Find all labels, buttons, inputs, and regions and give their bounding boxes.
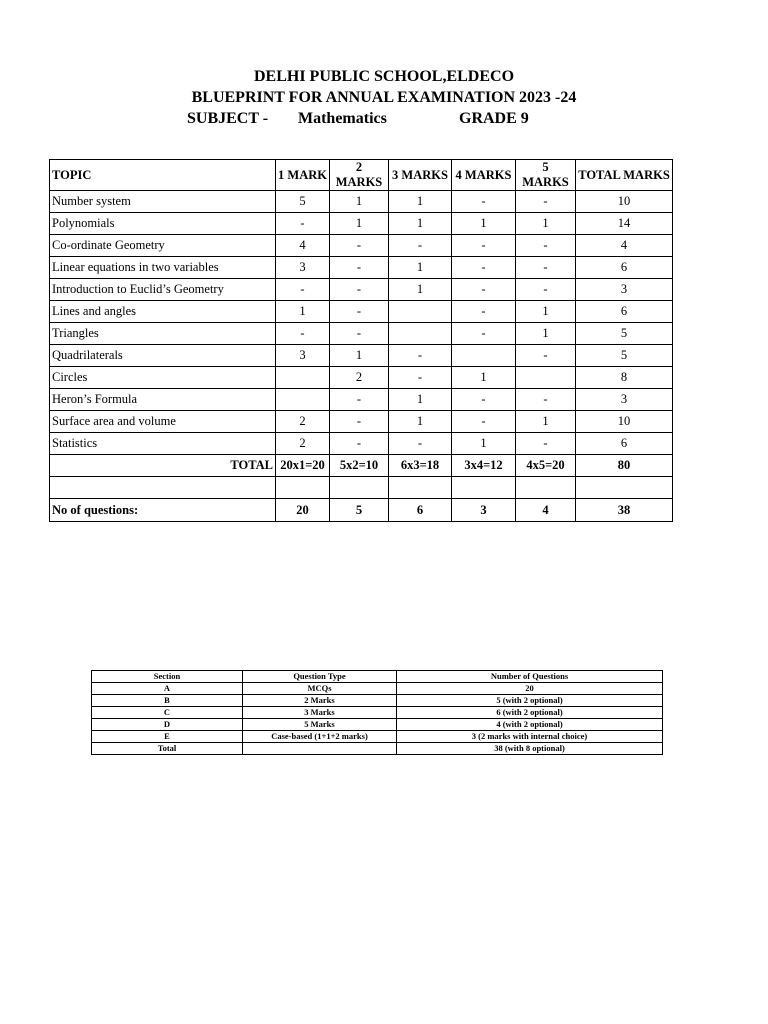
section-cell: B bbox=[92, 695, 243, 707]
topic-cell: Triangles bbox=[50, 323, 276, 345]
col-5-marks: 5 MARKS bbox=[516, 160, 576, 191]
col-1-mark: 1 MARK bbox=[276, 160, 330, 191]
marks-cell: - bbox=[276, 213, 330, 235]
marks-cell bbox=[276, 367, 330, 389]
section-row bbox=[92, 683, 663, 695]
subject-grade-line bbox=[0, 108, 768, 129]
questions-cell: 4 bbox=[516, 499, 576, 522]
col-question-type: Question Type bbox=[243, 671, 397, 683]
marks-cell: - bbox=[330, 279, 389, 301]
topic-cell: Circles bbox=[50, 367, 276, 389]
grade-label: GRADE 9 bbox=[459, 110, 529, 127]
section-row bbox=[92, 731, 663, 743]
questions-row bbox=[50, 499, 673, 522]
col-2-marks: 2 MARKS bbox=[330, 160, 389, 191]
blueprint-header-row bbox=[50, 160, 673, 191]
col-section: Section bbox=[92, 671, 243, 683]
marks-cell: 1 bbox=[516, 411, 576, 433]
marks-cell bbox=[389, 323, 452, 345]
marks-cell: 3 bbox=[576, 389, 673, 411]
total-row bbox=[50, 455, 673, 477]
questions-cell: 6 bbox=[389, 499, 452, 522]
question-type-cell: Case-based (1+1+2 marks) bbox=[243, 731, 397, 743]
topic-cell: Polynomials bbox=[50, 213, 276, 235]
questions-cell: 5 bbox=[330, 499, 389, 522]
marks-cell: - bbox=[389, 345, 452, 367]
marks-cell: - bbox=[516, 433, 576, 455]
marks-cell: - bbox=[389, 235, 452, 257]
marks-cell: 1 bbox=[389, 191, 452, 213]
question-count-cell: 4 (with 2 optional) bbox=[397, 719, 663, 731]
marks-cell: 1 bbox=[452, 213, 516, 235]
marks-cell: 1 bbox=[389, 257, 452, 279]
question-type-cell: 5 Marks bbox=[243, 719, 397, 731]
question-type-cell bbox=[243, 743, 397, 755]
table-row bbox=[50, 301, 673, 323]
table-row bbox=[50, 235, 673, 257]
table-row bbox=[50, 323, 673, 345]
marks-cell bbox=[452, 345, 516, 367]
subject-label: SUBJECT - bbox=[187, 110, 269, 127]
marks-cell: - bbox=[330, 389, 389, 411]
topic-cell: Co-ordinate Geometry bbox=[50, 235, 276, 257]
table-row bbox=[50, 213, 673, 235]
marks-cell: 2 bbox=[276, 433, 330, 455]
total-cell: 3x4=12 bbox=[452, 455, 516, 477]
table-row bbox=[50, 191, 673, 213]
question-count-cell: 38 (with 8 optional) bbox=[397, 743, 663, 755]
marks-cell: - bbox=[389, 367, 452, 389]
col-total-marks: TOTAL MARKS bbox=[576, 160, 673, 191]
topic-cell: Heron’s Formula bbox=[50, 389, 276, 411]
marks-cell: - bbox=[389, 433, 452, 455]
marks-cell: - bbox=[330, 411, 389, 433]
topic-cell: Quadrilaterals bbox=[50, 345, 276, 367]
marks-cell: - bbox=[276, 323, 330, 345]
blank-cell bbox=[50, 477, 276, 499]
blank-cell bbox=[330, 477, 389, 499]
marks-cell: - bbox=[516, 345, 576, 367]
marks-cell: 2 bbox=[276, 411, 330, 433]
total-label: TOTAL bbox=[50, 455, 276, 477]
marks-cell: 4 bbox=[576, 235, 673, 257]
marks-cell: - bbox=[516, 191, 576, 213]
blank-cell bbox=[576, 477, 673, 499]
topic-cell: Linear equations in two variables bbox=[50, 257, 276, 279]
total-cell: 6x3=18 bbox=[389, 455, 452, 477]
marks-cell: - bbox=[516, 279, 576, 301]
total-cell: 20x1=20 bbox=[276, 455, 330, 477]
blank-cell bbox=[452, 477, 516, 499]
school-name: DELHI PUBLIC SCHOOL,ELDECO bbox=[253, 68, 515, 85]
total-cell: 4x5=20 bbox=[516, 455, 576, 477]
marks-cell: 6 bbox=[576, 257, 673, 279]
topic-cell: Number system bbox=[50, 191, 276, 213]
marks-cell: 6 bbox=[576, 301, 673, 323]
marks-cell: - bbox=[330, 433, 389, 455]
col-topic: TOPIC bbox=[50, 160, 276, 191]
question-count-cell: 5 (with 2 optional) bbox=[397, 695, 663, 707]
section-row bbox=[92, 719, 663, 731]
question-count-cell: 3 (2 marks with internal choice) bbox=[397, 731, 663, 743]
table-row bbox=[50, 257, 673, 279]
marks-cell: 14 bbox=[576, 213, 673, 235]
question-type-cell: 2 Marks bbox=[243, 695, 397, 707]
marks-cell: 1 bbox=[516, 301, 576, 323]
marks-cell: 1 bbox=[516, 213, 576, 235]
section-row bbox=[92, 707, 663, 719]
section-header-row bbox=[92, 671, 663, 683]
marks-cell: - bbox=[452, 191, 516, 213]
marks-cell: 1 bbox=[389, 213, 452, 235]
marks-cell: 1 bbox=[452, 433, 516, 455]
marks-cell: 1 bbox=[330, 191, 389, 213]
section-table bbox=[91, 670, 663, 755]
blank-cell bbox=[389, 477, 452, 499]
questions-cell: 3 bbox=[452, 499, 516, 522]
marks-cell: 8 bbox=[576, 367, 673, 389]
marks-cell: 1 bbox=[389, 279, 452, 301]
marks-cell: 10 bbox=[576, 411, 673, 433]
question-type-cell: MCQs bbox=[243, 683, 397, 695]
table-row bbox=[50, 345, 673, 367]
marks-cell: - bbox=[276, 279, 330, 301]
marks-cell: 10 bbox=[576, 191, 673, 213]
col-4-marks: 4 MARKS bbox=[452, 160, 516, 191]
marks-cell: 5 bbox=[576, 345, 673, 367]
marks-cell: - bbox=[452, 411, 516, 433]
blank-row bbox=[50, 477, 673, 499]
marks-cell: 3 bbox=[276, 345, 330, 367]
marks-cell: - bbox=[516, 235, 576, 257]
marks-cell: 1 bbox=[276, 301, 330, 323]
marks-cell: 2 bbox=[330, 367, 389, 389]
topic-cell: Lines and angles bbox=[50, 301, 276, 323]
marks-cell: - bbox=[452, 389, 516, 411]
marks-cell: 1 bbox=[330, 213, 389, 235]
marks-cell: - bbox=[330, 301, 389, 323]
marks-cell: 5 bbox=[576, 323, 673, 345]
marks-cell: - bbox=[452, 279, 516, 301]
marks-cell bbox=[516, 367, 576, 389]
col-number-of-questions: Number of Questions bbox=[397, 671, 663, 683]
topic-cell: Surface area and volume bbox=[50, 411, 276, 433]
marks-cell: 1 bbox=[389, 389, 452, 411]
question-count-cell: 20 bbox=[397, 683, 663, 695]
marks-cell: 1 bbox=[452, 367, 516, 389]
questions-cell: 20 bbox=[276, 499, 330, 522]
marks-cell: 4 bbox=[276, 235, 330, 257]
marks-cell: 3 bbox=[276, 257, 330, 279]
document-header bbox=[0, 66, 768, 129]
questions-total-cell: 38 bbox=[576, 499, 673, 522]
table-row bbox=[50, 279, 673, 301]
marks-cell: - bbox=[452, 323, 516, 345]
exam-title: BLUEPRINT FOR ANNUAL EXAMINATION 2023 -24 bbox=[191, 89, 577, 106]
col-3-marks: 3 MARKS bbox=[389, 160, 452, 191]
table-row bbox=[50, 389, 673, 411]
grand-total-cell: 80 bbox=[576, 455, 673, 477]
section-cell: E bbox=[92, 731, 243, 743]
marks-cell: 1 bbox=[330, 345, 389, 367]
marks-cell: - bbox=[516, 389, 576, 411]
marks-cell: 5 bbox=[276, 191, 330, 213]
marks-cell: - bbox=[452, 301, 516, 323]
marks-cell: 3 bbox=[576, 279, 673, 301]
table-row bbox=[50, 367, 673, 389]
marks-cell: 1 bbox=[389, 411, 452, 433]
question-count-cell: 6 (with 2 optional) bbox=[397, 707, 663, 719]
topic-cell: Statistics bbox=[50, 433, 276, 455]
section-cell: D bbox=[92, 719, 243, 731]
section-cell: A bbox=[92, 683, 243, 695]
table-row bbox=[50, 433, 673, 455]
blueprint-table bbox=[49, 159, 673, 522]
section-cell: C bbox=[92, 707, 243, 719]
table-row bbox=[50, 411, 673, 433]
marks-cell: - bbox=[516, 257, 576, 279]
subject-value: Mathematics bbox=[298, 110, 387, 127]
marks-cell: - bbox=[452, 235, 516, 257]
marks-cell: - bbox=[452, 257, 516, 279]
marks-cell: - bbox=[330, 257, 389, 279]
marks-cell: - bbox=[330, 323, 389, 345]
topic-cell: Introduction to Euclid’s Geometry bbox=[50, 279, 276, 301]
blank-cell bbox=[516, 477, 576, 499]
marks-cell: - bbox=[330, 235, 389, 257]
marks-cell bbox=[276, 389, 330, 411]
blank-cell bbox=[276, 477, 330, 499]
question-type-cell: 3 Marks bbox=[243, 707, 397, 719]
questions-label: No of questions: bbox=[50, 499, 276, 522]
total-cell: 5x2=10 bbox=[330, 455, 389, 477]
section-row bbox=[92, 743, 663, 755]
marks-cell: 6 bbox=[576, 433, 673, 455]
section-cell: Total bbox=[92, 743, 243, 755]
marks-cell bbox=[389, 301, 452, 323]
marks-cell: 1 bbox=[516, 323, 576, 345]
section-row bbox=[92, 695, 663, 707]
